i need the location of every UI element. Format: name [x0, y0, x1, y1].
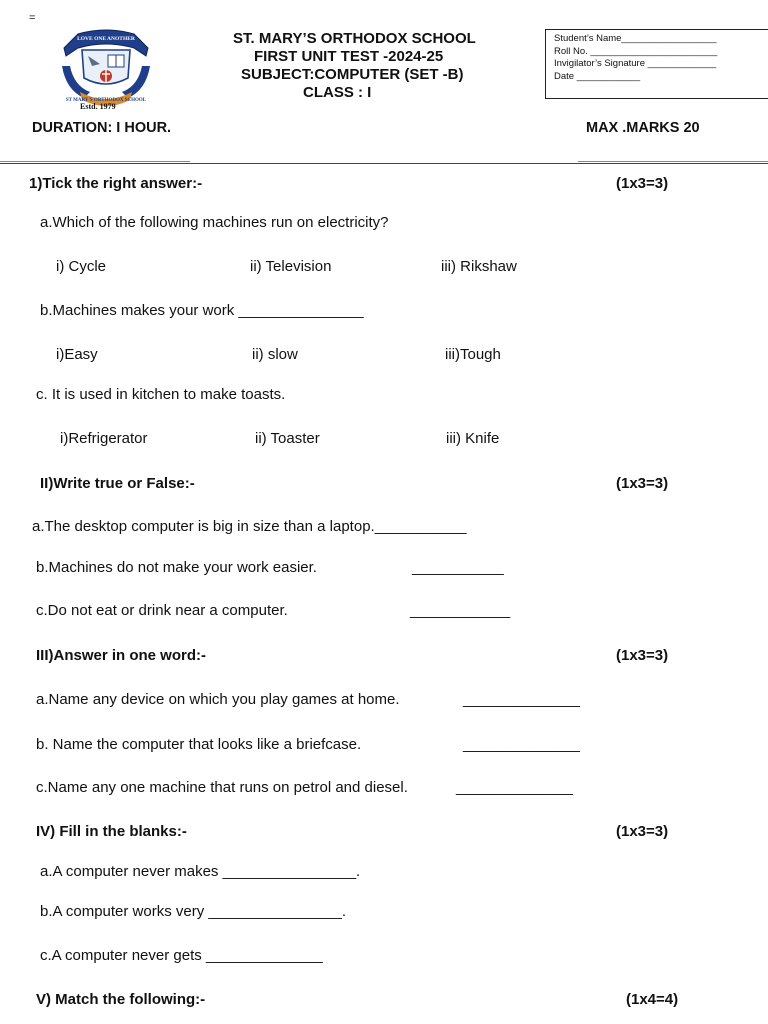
section-2-marks: (1x3=3) — [616, 475, 669, 492]
option-1b-iii[interactable]: iii)Tough — [445, 346, 501, 363]
option-1c-iii[interactable]: iii) Knife — [446, 430, 500, 447]
answer-blank-3a[interactable]: ______________ — [463, 691, 580, 708]
section-5-marks: (1x4=4) — [626, 991, 679, 1008]
question-2c: c.Do not eat or drink near a computer. — [36, 602, 288, 619]
logo-motto: LOVE ONE ANOTHER — [77, 36, 135, 42]
question-4c: c.A computer never gets ______________ — [40, 947, 323, 964]
invigilator-signature-field[interactable]: Invigilator’s Signature _____________ — [554, 58, 717, 69]
class-title: CLASS : I — [303, 84, 372, 101]
answer-blank-3b[interactable]: ______________ — [463, 736, 580, 753]
date-field[interactable]: Date ____________ — [554, 70, 641, 82]
option-1a-ii[interactable]: ii) Television — [250, 258, 332, 275]
section-1-marks: (1x3=3) — [616, 175, 669, 192]
duration: DURATION: I HOUR. — [32, 120, 172, 136]
question-4a: a.A computer never makes ________________. — [40, 863, 361, 880]
school-name: ST. MARY’S ORTHODOX SCHOOL — [233, 30, 476, 47]
option-1c-i[interactable]: i)Refrigerator — [60, 430, 148, 447]
section-3-title: III)Answer in one word:- — [36, 647, 207, 664]
section-3-marks: (1x3=3) — [616, 647, 669, 664]
option-1c-ii[interactable]: ii) Toaster — [255, 430, 320, 447]
answer-blank-3c[interactable]: ______________ — [456, 779, 573, 796]
logo-ring-text: ST MARY'S ORTHODOX SCHOOL — [65, 98, 147, 103]
option-1a-i[interactable]: i) Cycle — [56, 258, 107, 275]
header-divider-right — [578, 161, 768, 162]
header-divider — [0, 163, 768, 164]
question-2a: a.The desktop computer is big in size than a laptop.___________ — [32, 518, 467, 535]
section-4-marks: (1x3=3) — [616, 823, 669, 840]
question-3b: b. Name the computer that looks like a briefcase. — [36, 736, 362, 753]
question-1b: b.Machines makes your work _______________ — [40, 302, 364, 319]
test-name: FIRST UNIT TEST -2024-25 — [254, 48, 444, 65]
max-marks: MAX .MARKS 20 — [586, 120, 700, 136]
question-4b: b.A computer works very ________________. — [40, 903, 347, 920]
question-1c: c. It is used in kitchen to make toasts. — [36, 386, 286, 403]
roll-number-field[interactable]: Roll No. ________________________ — [554, 45, 718, 57]
school-logo — [56, 26, 156, 112]
logo-estd: Estd. 1979 — [80, 102, 116, 111]
question-1a: a.Which of the following machines run on electricity? — [40, 214, 389, 231]
question-3c: c.Name any one machine that runs on petrol and diesel. — [36, 779, 408, 796]
student-info-box — [545, 29, 768, 99]
option-1b-ii[interactable]: ii) slow — [252, 346, 298, 363]
answer-blank-2b[interactable]: ___________ — [412, 559, 504, 576]
header-divider-left — [0, 161, 190, 162]
option-1a-iii[interactable]: iii) Rikshaw — [441, 258, 517, 275]
section-1-title: 1)Tick the right answer:- — [29, 175, 203, 192]
corner-mark: = — [29, 12, 36, 24]
student-name-field[interactable]: Student’s Name__________________ — [554, 33, 717, 44]
question-3a: a.Name any device on which you play games at home. — [36, 691, 400, 708]
section-4-title: IV) Fill in the blanks:- — [36, 823, 187, 840]
answer-blank-2c[interactable]: ____________ — [410, 602, 511, 619]
subject-title: SUBJECT:COMPUTER (SET -B) — [241, 66, 464, 83]
section-2-title: II)Write true or False:- — [40, 475, 195, 492]
section-5-title: V) Match the following:- — [36, 991, 206, 1008]
option-1b-i[interactable]: i)Easy — [56, 346, 98, 363]
question-2b: b.Machines do not make your work easier. — [36, 559, 317, 576]
